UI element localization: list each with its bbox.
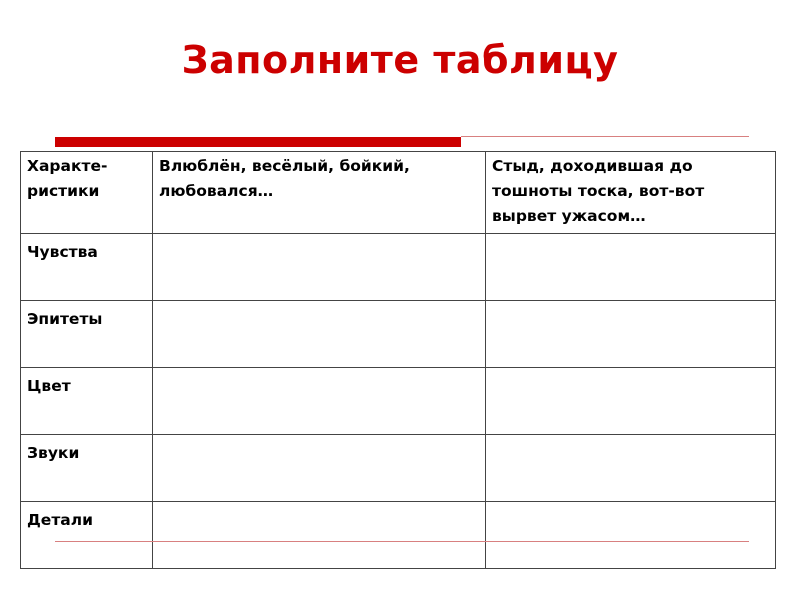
table-cell[interactable] bbox=[153, 301, 486, 368]
table-cell[interactable] bbox=[153, 502, 486, 569]
table-row bbox=[21, 435, 776, 502]
table-row bbox=[21, 234, 776, 301]
page-title: Заполните таблицу bbox=[181, 38, 619, 82]
row-label-cell bbox=[21, 435, 153, 502]
accent-line-top bbox=[461, 136, 749, 137]
table-row bbox=[21, 368, 776, 435]
header-negative-text: Стыд, доходившая до тошноты тоска, вот-вот вырвет ужасом… bbox=[492, 157, 705, 225]
row-label: Эпитеты bbox=[27, 310, 103, 328]
table-cell[interactable] bbox=[486, 234, 776, 301]
row-label: Звуки bbox=[27, 444, 80, 462]
accent-line-bottom bbox=[55, 541, 749, 542]
table-row bbox=[21, 301, 776, 368]
table-cell[interactable] bbox=[486, 368, 776, 435]
accent-bar bbox=[55, 137, 461, 147]
table-header-row bbox=[21, 152, 776, 234]
row-label: Чувства bbox=[27, 243, 98, 261]
header-cell-positive bbox=[153, 152, 486, 234]
row-label-cell bbox=[21, 502, 153, 569]
header-cell-negative bbox=[486, 152, 776, 234]
row-label-cell bbox=[21, 234, 153, 301]
row-label-cell bbox=[21, 301, 153, 368]
table-cell[interactable] bbox=[486, 502, 776, 569]
table-cell[interactable] bbox=[486, 435, 776, 502]
table-cell[interactable] bbox=[153, 234, 486, 301]
table-cell[interactable] bbox=[153, 368, 486, 435]
header-cell-characteristics bbox=[21, 152, 153, 234]
table-cell[interactable] bbox=[486, 301, 776, 368]
table-row bbox=[21, 502, 776, 569]
table-cell[interactable] bbox=[153, 435, 486, 502]
row-label: Цвет bbox=[27, 377, 71, 395]
row-label: Детали bbox=[27, 511, 93, 529]
fill-in-table bbox=[20, 151, 776, 569]
header-characteristics-text: Характе-ристики bbox=[27, 157, 108, 200]
row-label-cell bbox=[21, 368, 153, 435]
header-positive-text: Влюблён, весёлый, бойкий, любовался… bbox=[159, 157, 410, 200]
